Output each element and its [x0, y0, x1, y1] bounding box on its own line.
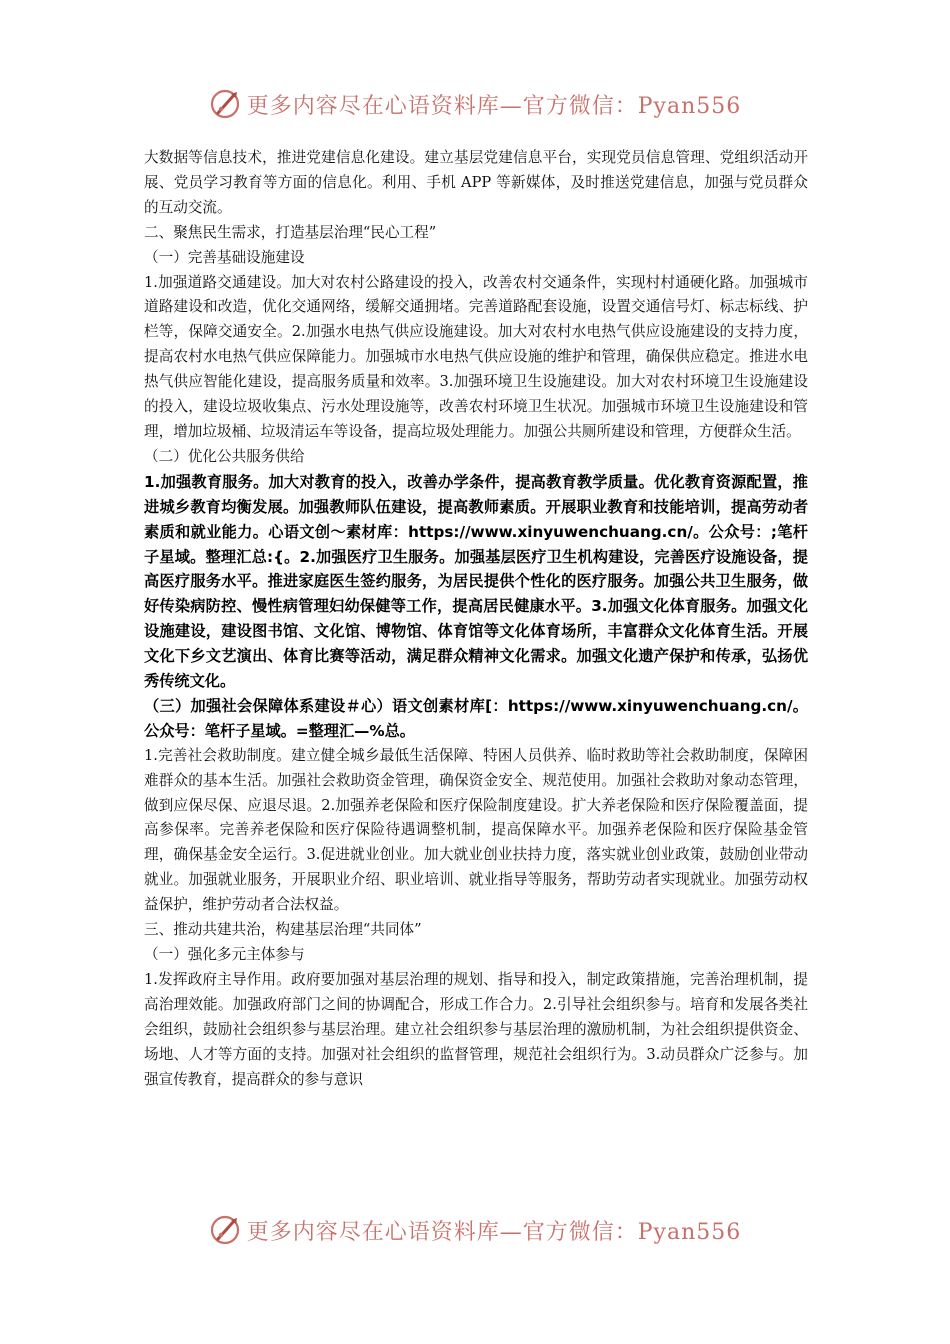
paragraph-party-informatization: 大数据等信息技术，推进党建信息化建设。建立基层党建信息平台，实现党员信息管理、党组织活动开展、党员学习教育等方面的信息化。利用、手机 APP 等新媒体，及时推送党建信息，加强与党员群众的互动交流。 — [144, 149, 808, 216]
heading-section-2: 二、聚焦民生需求，打造基层治理“民心工程” — [144, 223, 437, 241]
heading-section-2-3: （三）加强社会保障体系建设＃心）语文创素材库[：https://www.xinyuwenchuang.cn/。公众号：笔杆子星域。=整理汇—%总。 — [144, 696, 808, 740]
paragraph-social-security: 1.完善社会救助制度。建立健全城乡最低生活保障、特困人员供养、临时救助等社会救助制度，保障困难群众的基本生活。加强社会救助资金管理，确保资金安全、规范使用。加强社会救助对象动态管理，做到应保尽保、应退尽退。2.加强养老保险和医疗保险制度建设。扩大养老保险和医疗保险覆盖面，提高参保率。完善养老保险和医疗保险待遇调整机制，提高保障水平。加强养老保险和医疗保险基金管理，确保基金安全运行。3.促进就业创业。加大就业创业扶持力度，落实就业创业政策，鼓励创业带动就业。加强就业服务，开展职业介绍、职业培训、就业指导等服务，帮助劳动者实现就业。加强劳动权益保护，维护劳动者合法权益。 — [144, 746, 808, 914]
header-watermark-banner — [0, 84, 950, 124]
paragraph-infrastructure: 1.加强道路交通建设。加大对农村公路建设的投入，改善农村交通条件，实现村村通硬化路。加强城市道路建设和改造，优化交通网络，缓解交通拥堵。完善道路配套设施，设置交通信号灯、标志标线、护栏等，保障交通安全。2.加强水电热气供应设施建设。加大对农村水电热气供应设施建设的支持力度，提高农村水电热气供应保障能力。加强城市水电热气供应设施的维护和管理，确保供应稳定。推进水电热气供应智能化建设，提高服务质量和效率。3.加强环境卫生设施建设。加大对农村环境卫生设施建设的投入，建设垃圾收集点、污水处理设施等，改善农村环境卫生状况。加强城市环境卫生设施建设和管理，增加垃圾桶、垃圾清运车等设备，提高垃圾处理能力。加强公共厕所建设和管理，方便群众生活。 — [144, 273, 808, 440]
heading-section-3-1: （一）强化多元主体参与 — [144, 946, 305, 963]
header-banner-text: 更多内容尽在心语资料库—官方微信：Pyan556 — [246, 93, 742, 119]
heading-section-3: 三、推动共建共治，构建基层治理“共同体” — [144, 921, 422, 939]
paragraph-multi-party-participation: 1.发挥政府主导作用。政府要加强对基层治理的规划、指导和投入，制定政策措施，完善治理机制，提高治理效能。加强政府部门之间的协调配合，形成工作合力。2.引导社会组织参与。培育和发展各类社会组织，鼓励社会组织参与基层治理。建立社会组织参与基层治理的激励机制，为社会组织提供资金、场地、人才等方面的支持。加强对社会组织的监督管理，规范社会组织行为。3.动员群众广泛参与。加强宣传教育，提高群众的参与意识 — [144, 970, 808, 1088]
heading-section-2-1: （一）完善基础设施建设 — [144, 248, 305, 266]
pen-logo-icon — [209, 1213, 243, 1247]
heading-section-2-2: （二）优化公共服务供给 — [144, 447, 305, 465]
footer-watermark-banner — [0, 1210, 950, 1250]
document-body — [144, 146, 808, 1092]
paragraph-public-services: 1.加强教育服务。加大对教育的投入，改善办学条件，提高教育教学质量。优化教育资源配置，推进城乡教育均衡发展。加强教师队伍建设，提高教师素质。开展职业教育和技能培训，提高劳动者素质和就业能力。心语文创～素材库：https://www.xinyuwenchuang.cn/。公众号：;笔杆子星域。整理汇总:{。2.加强医疗卫生服务。加强基层医疗卫生机构建设，完善医疗设施设备，提高医疗服务水平。推进家庭医生签约服务，为居民提供个性化的医疗服务。加强公共卫生服务，做好传染病防控、慢性病管理妇幼保健等工作，提高居民健康水平。3.加强文化体育服务。加强文化设施建设，建设图书馆、文化馆、博物馆、体育馆等文化体育场所，丰富群众文化体育生活。开展文化下乡文艺演出、体育比赛等活动，满足群众精神文化需求。加强文化遗产保护和传承，弘扬优秀传统文化。 — [144, 472, 808, 691]
footer-banner-text: 更多内容尽在心语资料库—官方微信：Pyan556 — [246, 1219, 742, 1245]
pen-logo-icon — [209, 87, 243, 121]
